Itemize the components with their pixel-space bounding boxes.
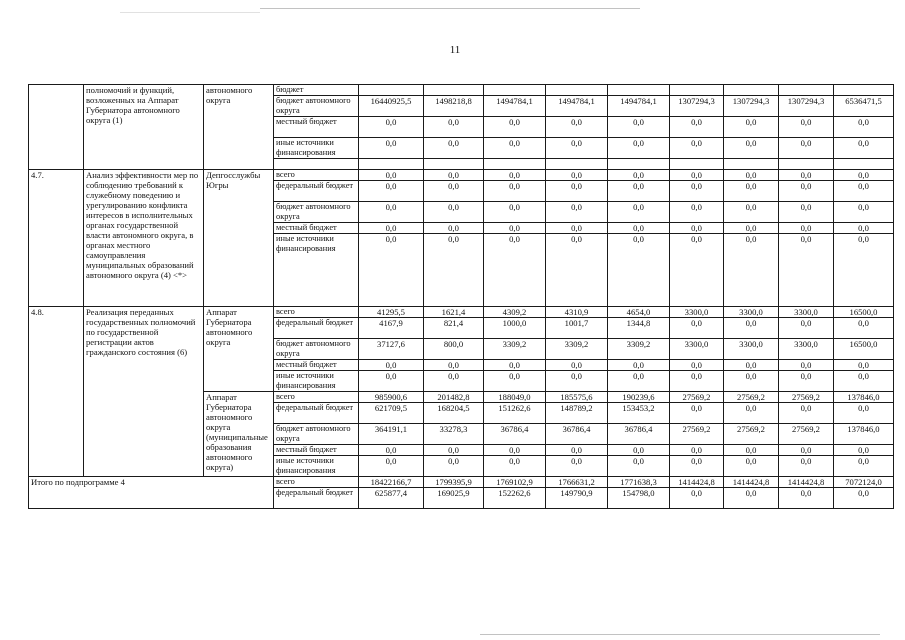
value-cell: 4309,2 — [484, 307, 546, 318]
value-cell: 148789,2 — [546, 403, 608, 424]
value-cell: 0,0 — [670, 181, 724, 202]
value-cell: 0,0 — [608, 234, 670, 307]
value-cell: 0,0 — [424, 117, 484, 138]
value-cell: 0,0 — [359, 117, 424, 138]
value-cell: 0,0 — [779, 138, 834, 159]
value-cell: 0,0 — [424, 234, 484, 307]
value-cell: 0,0 — [359, 456, 424, 477]
value-cell: 27569,2 — [670, 392, 724, 403]
value-cell: 0,0 — [424, 360, 484, 371]
value-cell: 0,0 — [670, 403, 724, 424]
value-cell: 0,0 — [834, 456, 894, 477]
task-number: 4.8. — [29, 307, 84, 477]
value-cell: 0,0 — [834, 371, 894, 392]
value-cell: 1414424,8 — [724, 477, 779, 488]
value-cell: 168204,5 — [424, 403, 484, 424]
value-cell: 0,0 — [724, 181, 779, 202]
value-cell: 153453,2 — [608, 403, 670, 424]
value-cell: 0,0 — [779, 488, 834, 509]
value-cell: 0,0 — [608, 223, 670, 234]
value-cell: 0,0 — [670, 202, 724, 223]
value-cell: 0,0 — [608, 181, 670, 202]
value-cell: 4310,9 — [546, 307, 608, 318]
value-cell: 0,0 — [608, 445, 670, 456]
value-cell: 185575,6 — [546, 392, 608, 403]
value-cell: 0,0 — [484, 234, 546, 307]
table-row — [29, 477, 894, 488]
value-cell: 0,0 — [724, 488, 779, 509]
value-cell: 1494784,1 — [546, 96, 608, 117]
value-cell: 0,0 — [724, 170, 779, 181]
value-cell: 821,4 — [424, 318, 484, 339]
value-cell — [546, 85, 608, 96]
value-cell: 1000,0 — [484, 318, 546, 339]
value-cell: 1769102,9 — [484, 477, 546, 488]
value-cell-empty — [779, 159, 834, 170]
value-cell: 0,0 — [670, 117, 724, 138]
value-cell: 0,0 — [424, 181, 484, 202]
value-cell: 1498218,8 — [424, 96, 484, 117]
value-cell: 41295,5 — [359, 307, 424, 318]
value-cell: 0,0 — [724, 371, 779, 392]
value-cell: 1494784,1 — [608, 96, 670, 117]
table-row — [29, 170, 894, 181]
value-cell: 0,0 — [608, 138, 670, 159]
value-cell: 0,0 — [724, 445, 779, 456]
value-cell: 0,0 — [779, 318, 834, 339]
value-cell: 1307294,3 — [724, 96, 779, 117]
value-cell: 0,0 — [484, 202, 546, 223]
task-number: 4.7. — [29, 170, 84, 307]
table-body — [29, 85, 894, 509]
value-cell: 0,0 — [834, 181, 894, 202]
value-cell: 0,0 — [670, 371, 724, 392]
value-cell: 0,0 — [359, 223, 424, 234]
value-cell: 0,0 — [546, 117, 608, 138]
value-cell: 0,0 — [834, 117, 894, 138]
value-cell: 7072124,0 — [834, 477, 894, 488]
value-cell: 0,0 — [724, 202, 779, 223]
value-cell: 0,0 — [484, 170, 546, 181]
value-cell: 0,0 — [546, 170, 608, 181]
value-cell: 0,0 — [359, 202, 424, 223]
value-cell: 1001,7 — [546, 318, 608, 339]
value-cell — [608, 85, 670, 96]
table-row — [29, 307, 894, 318]
value-cell: 1771638,3 — [608, 477, 670, 488]
value-cell — [724, 85, 779, 96]
budget-source: иные источники финансирования — [274, 138, 359, 159]
value-cell: 0,0 — [779, 117, 834, 138]
value-cell: 0,0 — [724, 318, 779, 339]
value-cell: 16500,0 — [834, 339, 894, 360]
value-cell: 0,0 — [484, 456, 546, 477]
value-cell: 0,0 — [834, 138, 894, 159]
value-cell: 27569,2 — [779, 392, 834, 403]
value-cell: 201482,8 — [424, 392, 484, 403]
budget-source: бюджет автономного округа — [274, 96, 359, 117]
financing-table — [28, 84, 894, 509]
value-cell: 0,0 — [670, 456, 724, 477]
budget-source: всего — [274, 392, 359, 403]
value-cell: 149790,9 — [546, 488, 608, 509]
table-row — [29, 85, 894, 96]
value-cell: 0,0 — [779, 360, 834, 371]
value-cell: 37127,6 — [359, 339, 424, 360]
value-cell: 0,0 — [424, 371, 484, 392]
value-cell: 985900,6 — [359, 392, 424, 403]
value-cell: 0,0 — [359, 445, 424, 456]
value-cell: 0,0 — [484, 445, 546, 456]
value-cell: 0,0 — [359, 138, 424, 159]
value-cell: 0,0 — [546, 138, 608, 159]
value-cell — [670, 85, 724, 96]
value-cell: 0,0 — [359, 170, 424, 181]
value-cell: 0,0 — [484, 117, 546, 138]
value-cell: 0,0 — [424, 456, 484, 477]
budget-source: местный бюджет — [274, 445, 359, 456]
value-cell: 0,0 — [484, 360, 546, 371]
value-cell: 0,0 — [546, 445, 608, 456]
value-cell: 0,0 — [359, 234, 424, 307]
value-cell: 0,0 — [670, 223, 724, 234]
value-cell: 3300,0 — [670, 339, 724, 360]
value-cell: 0,0 — [424, 170, 484, 181]
value-cell: 0,0 — [484, 138, 546, 159]
task-description: Анализ эффективности мер по соблюдению требований к служебному поведению и урегулированию конфликта интересов в исполнительных органах государственной власти автономного округа, в органах местного самоуправления муниципальных образований автономного округа (4) <*> — [84, 170, 204, 307]
value-cell: 0,0 — [724, 360, 779, 371]
value-cell: 6536471,5 — [834, 96, 894, 117]
value-cell: 364191,1 — [359, 424, 424, 445]
value-cell: 0,0 — [779, 234, 834, 307]
value-cell: 169025,9 — [424, 488, 484, 509]
executor-cell: Аппарат Губернатора автономного округа — [204, 307, 274, 392]
value-cell: 36786,4 — [546, 424, 608, 445]
task-number-cell — [29, 85, 84, 170]
value-cell: 0,0 — [724, 234, 779, 307]
budget-source: всего — [274, 170, 359, 181]
value-cell: 1621,4 — [424, 307, 484, 318]
value-cell-empty — [834, 159, 894, 170]
value-cell: 0,0 — [779, 170, 834, 181]
value-cell: 27569,2 — [724, 392, 779, 403]
value-cell: 800,0 — [424, 339, 484, 360]
value-cell — [484, 85, 546, 96]
value-cell: 0,0 — [359, 181, 424, 202]
value-cell: 0,0 — [546, 360, 608, 371]
value-cell: 1414424,8 — [670, 477, 724, 488]
value-cell-empty — [484, 159, 546, 170]
value-cell: 0,0 — [546, 234, 608, 307]
value-cell: 0,0 — [670, 318, 724, 339]
value-cell: 0,0 — [546, 223, 608, 234]
value-cell: 0,0 — [670, 170, 724, 181]
value-cell: 0,0 — [670, 234, 724, 307]
value-cell: 3300,0 — [670, 307, 724, 318]
value-cell: 0,0 — [546, 202, 608, 223]
value-cell: 1799395,9 — [424, 477, 484, 488]
value-cell: 0,0 — [724, 403, 779, 424]
value-cell: 137846,0 — [834, 424, 894, 445]
value-cell: 1344,8 — [608, 318, 670, 339]
budget-source: местный бюджет — [274, 360, 359, 371]
value-cell — [359, 85, 424, 96]
value-cell: 0,0 — [779, 181, 834, 202]
value-cell: 3300,0 — [724, 339, 779, 360]
value-cell: 0,0 — [546, 456, 608, 477]
value-cell: 0,0 — [779, 202, 834, 223]
budget-source: федеральный бюджет — [274, 488, 359, 509]
value-cell: 4654,0 — [608, 307, 670, 318]
budget-source: местный бюджет — [274, 223, 359, 234]
value-cell: 625877,4 — [359, 488, 424, 509]
value-cell: 0,0 — [834, 170, 894, 181]
value-cell: 190239,6 — [608, 392, 670, 403]
value-cell-empty — [359, 159, 424, 170]
value-cell: 0,0 — [724, 223, 779, 234]
budget-source: всего — [274, 477, 359, 488]
value-cell: 0,0 — [779, 456, 834, 477]
task-description: Реализация переданных государственных полномочий по государственной регистрации актов гражданского состояния (6) — [84, 307, 204, 477]
value-cell-empty — [724, 159, 779, 170]
value-cell: 0,0 — [484, 181, 546, 202]
value-cell: 1766631,2 — [546, 477, 608, 488]
value-cell: 0,0 — [834, 403, 894, 424]
value-cell: 0,0 — [834, 360, 894, 371]
value-cell: 0,0 — [546, 181, 608, 202]
value-cell: 0,0 — [424, 138, 484, 159]
value-cell: 1414424,8 — [779, 477, 834, 488]
value-cell: 0,0 — [546, 371, 608, 392]
value-cell: 0,0 — [670, 360, 724, 371]
value-cell: 0,0 — [670, 445, 724, 456]
value-cell: 0,0 — [359, 371, 424, 392]
value-cell: 0,0 — [834, 202, 894, 223]
budget-source-empty — [274, 159, 359, 170]
value-cell: 3300,0 — [724, 307, 779, 318]
value-cell: 16500,0 — [834, 307, 894, 318]
budget-source: бюджет автономного округа — [274, 339, 359, 360]
value-cell: 0,0 — [608, 360, 670, 371]
value-cell: 3309,2 — [546, 339, 608, 360]
value-cell: 36786,4 — [608, 424, 670, 445]
value-cell: 1307294,3 — [670, 96, 724, 117]
value-cell: 3309,2 — [608, 339, 670, 360]
value-cell: 0,0 — [834, 223, 894, 234]
value-cell: 0,0 — [608, 202, 670, 223]
value-cell: 18422166,7 — [359, 477, 424, 488]
value-cell — [424, 85, 484, 96]
value-cell: 4167,9 — [359, 318, 424, 339]
budget-source: бюджет автономного округа — [274, 424, 359, 445]
value-cell: 621709,5 — [359, 403, 424, 424]
value-cell: 0,0 — [779, 223, 834, 234]
value-cell: 27569,2 — [724, 424, 779, 445]
page-number: 11 — [449, 44, 461, 56]
value-cell: 0,0 — [424, 223, 484, 234]
value-cell: 0,0 — [608, 170, 670, 181]
budget-source: федеральный бюджет — [274, 318, 359, 339]
budget-source: бюджет — [274, 85, 359, 96]
value-cell: 137846,0 — [834, 392, 894, 403]
executor-cell: автономного округа — [204, 85, 274, 170]
value-cell: 36786,4 — [484, 424, 546, 445]
value-cell: 27569,2 — [670, 424, 724, 445]
value-cell: 0,0 — [608, 456, 670, 477]
budget-source: всего — [274, 307, 359, 318]
value-cell — [779, 85, 834, 96]
value-cell: 0,0 — [779, 371, 834, 392]
value-cell-empty — [608, 159, 670, 170]
value-cell: 3309,2 — [484, 339, 546, 360]
budget-source: иные источники финансирования — [274, 371, 359, 392]
value-cell: 0,0 — [424, 202, 484, 223]
budget-source: иные источники финансирования — [274, 456, 359, 477]
value-cell: 1494784,1 — [484, 96, 546, 117]
value-cell: 0,0 — [424, 445, 484, 456]
value-cell: 0,0 — [779, 403, 834, 424]
value-cell: 151262,6 — [484, 403, 546, 424]
value-cell: 0,0 — [724, 138, 779, 159]
value-cell: 0,0 — [834, 445, 894, 456]
value-cell: 154798,0 — [608, 488, 670, 509]
value-cell: 0,0 — [608, 117, 670, 138]
subtotal-label: Итого по подпрограмме 4 — [29, 477, 274, 509]
value-cell-empty — [424, 159, 484, 170]
value-cell-empty — [546, 159, 608, 170]
executor-cell: Аппарат Губернатора автономного округа (муниципальные образования автономного округа) — [204, 392, 274, 477]
task-description: полномочий и функций, возложенных на Аппарат Губернатора автономного округа (1) — [84, 85, 204, 170]
value-cell — [834, 85, 894, 96]
value-cell: 0,0 — [484, 371, 546, 392]
value-cell: 3300,0 — [779, 339, 834, 360]
value-cell: 3300,0 — [779, 307, 834, 318]
budget-source: федеральный бюджет — [274, 181, 359, 202]
value-cell: 16440925,5 — [359, 96, 424, 117]
value-cell: 0,0 — [484, 223, 546, 234]
value-cell: 0,0 — [670, 488, 724, 509]
value-cell-empty — [670, 159, 724, 170]
value-cell: 0,0 — [779, 445, 834, 456]
budget-source: федеральный бюджет — [274, 403, 359, 424]
value-cell: 0,0 — [724, 456, 779, 477]
executor-cell: Депгосслужбы Югры — [204, 170, 274, 307]
value-cell: 0,0 — [608, 371, 670, 392]
value-cell: 188049,0 — [484, 392, 546, 403]
value-cell: 33278,3 — [424, 424, 484, 445]
value-cell: 152262,6 — [484, 488, 546, 509]
budget-source: иные источники финансирования — [274, 234, 359, 307]
value-cell: 0,0 — [670, 138, 724, 159]
value-cell: 0,0 — [834, 488, 894, 509]
budget-source: местный бюджет — [274, 117, 359, 138]
value-cell: 0,0 — [834, 318, 894, 339]
value-cell: 0,0 — [724, 117, 779, 138]
budget-source: бюджет автономного округа — [274, 202, 359, 223]
value-cell: 27569,2 — [779, 424, 834, 445]
value-cell: 0,0 — [834, 234, 894, 307]
value-cell: 1307294,3 — [779, 96, 834, 117]
value-cell: 0,0 — [359, 360, 424, 371]
